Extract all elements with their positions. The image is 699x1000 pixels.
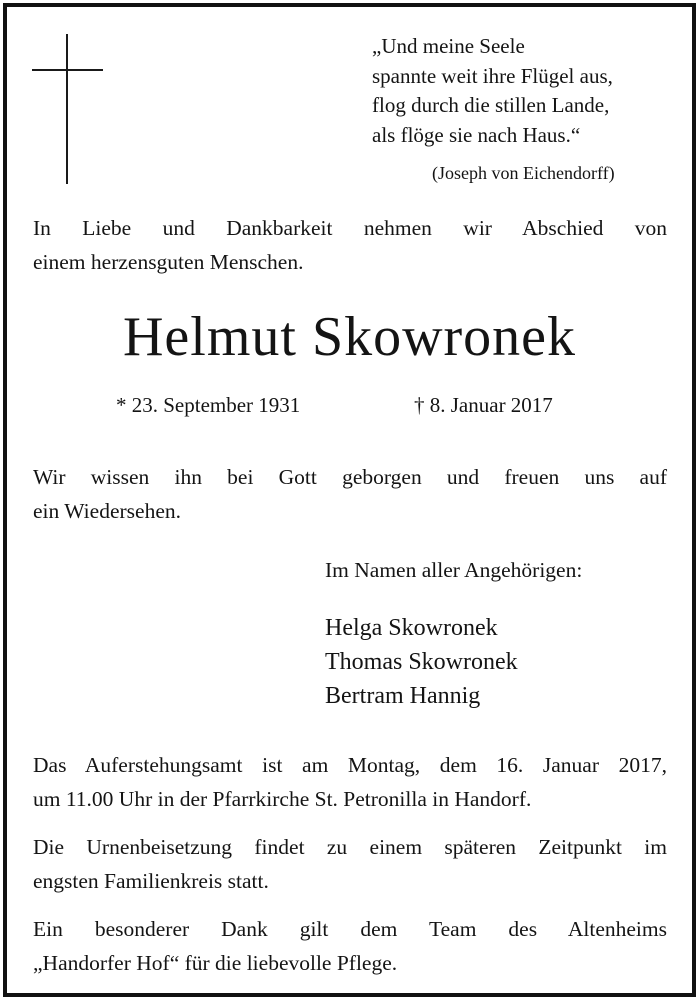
quote-line: flog durch die stillen Lande, (372, 93, 610, 117)
signoff-line: Im Namen aller Angehörigen: (325, 558, 583, 582)
intro-line: In Liebe und Dankbarkeit nehmen wir Abschied von (33, 216, 667, 240)
birth-date: * 23. September 1931 (116, 393, 301, 417)
quote-line: spannte weit ihre Flügel aus, (372, 63, 613, 88)
quote-author: (Joseph von Eichendorff) (432, 163, 615, 183)
quote-line: „Und meine Seele (372, 34, 525, 58)
service-line: Das Auferstehungsamt ist am Montag, dem 16. Januar 2017, (33, 753, 667, 777)
death-date: † 8. Januar 2017 (414, 393, 553, 417)
quote-line: als flöge sie nach Haus.“ (372, 122, 581, 147)
mourner-name: Thomas Skowronek (325, 649, 518, 675)
faith-paragraph (33, 460, 667, 528)
intro-paragraph (33, 211, 667, 279)
cross-horizontal-bar (32, 69, 103, 71)
service-line: um 11.00 Uhr in der Pfarrkirche St. Petronilla in Handorf. (33, 787, 532, 811)
deceased-name: Helmut Skowronek (122, 306, 577, 368)
thanks-line: „Handorfer Hof“ für die liebevolle Pflege. (33, 951, 398, 975)
service-paragraph (33, 748, 667, 816)
mourner-name: Helga Skowronek (325, 615, 498, 641)
poem-quote (372, 32, 613, 150)
intro-line: einem herzensguten Menschen. (33, 250, 304, 274)
thanks-paragraph (33, 912, 667, 980)
thanks-line: Ein besonderer Dank gilt dem Team des Altenheims (33, 917, 667, 941)
faith-line: ein Wiedersehen. (33, 499, 181, 523)
cross-vertical-bar (66, 34, 68, 184)
burial-line: Die Urnenbeisetzung findet zu einem späteren Zeitpunkt im (33, 835, 667, 859)
mourner-name: Bertram Hannig (325, 683, 481, 709)
faith-line: Wir wissen ihn bei Gott geborgen und freuen uns auf (33, 465, 667, 489)
burial-paragraph (33, 830, 667, 898)
burial-line: engsten Familienkreis statt. (33, 869, 269, 893)
mourners-list (325, 611, 518, 713)
